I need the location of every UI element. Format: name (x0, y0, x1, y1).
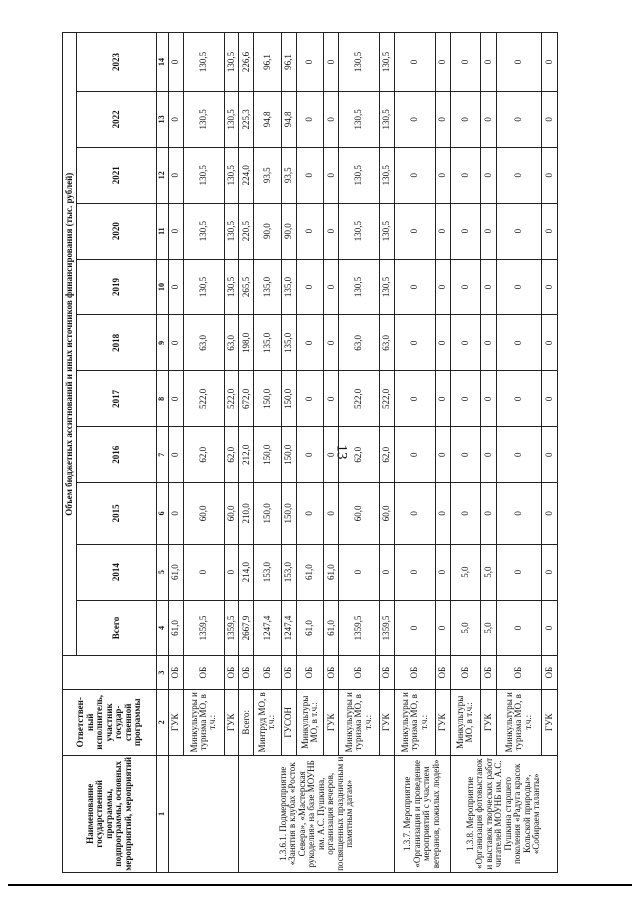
responsible-cell: ГУК (324, 689, 339, 755)
year-value-cell: 0 (435, 544, 450, 600)
responsible-cell: Минкультуры МО, в т.ч.: (296, 689, 324, 755)
table-row (339, 33, 380, 873)
year-value-cell: 0 (435, 203, 450, 259)
year-value-cell: 93,5 (254, 147, 282, 203)
year-value-cell: 0 (324, 427, 339, 483)
source-cell: ОБ (183, 656, 224, 690)
year-value-cell: 0 (497, 147, 542, 203)
year-value-cell: 62,0 (339, 427, 380, 483)
source-cell: ОБ (296, 656, 324, 690)
year-value-cell: 130,5 (339, 147, 380, 203)
year-value-cell: 0 (169, 371, 184, 427)
year-value-cell: 0 (497, 371, 542, 427)
year-value-cell: 0 (450, 259, 480, 315)
year-value-cell: 0 (541, 315, 557, 371)
year-value-cell: 0 (169, 315, 184, 371)
year-value-cell: 214,0 (239, 544, 254, 600)
year-value-cell: 61,0 (324, 544, 339, 600)
source-cell: ОБ (450, 656, 480, 690)
year-value-cell: 130,5 (183, 259, 224, 315)
year-value-cell: 135,0 (254, 315, 282, 371)
year-value-cell: 0 (394, 544, 435, 600)
year-value-cell: 0 (296, 91, 324, 147)
year-value-cell: 130,5 (224, 147, 239, 203)
year-value-cell: 130,5 (339, 203, 380, 259)
responsible-cell: ГУК (224, 689, 239, 755)
year-value-cell: 130,5 (380, 91, 395, 147)
year-value-cell: 0 (497, 203, 542, 259)
year-value-cell: 0 (394, 427, 435, 483)
table-body (169, 33, 558, 873)
year-value-cell: 0 (324, 33, 339, 92)
total-cell: 1359,5 (183, 600, 224, 656)
year-value-cell: 150,0 (254, 483, 282, 544)
year-value-cell: 0 (541, 259, 557, 315)
year-value-cell: 0 (394, 147, 435, 203)
year-value-cell: 0 (169, 203, 184, 259)
year-value-cell: 0 (497, 259, 542, 315)
header-volume: Объем бюджетных ассигнований и иных источников финансирования (тыс. рублей) (63, 33, 77, 656)
total-cell: 0 (394, 600, 435, 656)
year-value-cell: 0 (296, 259, 324, 315)
page-number: 13 (333, 444, 350, 460)
responsible-cell: ГУСОН (281, 689, 296, 755)
year-value-cell: 0 (169, 259, 184, 315)
year-value-cell: 0 (481, 91, 497, 147)
total-cell: 1359,5 (224, 600, 239, 656)
year-value-cell: 0 (296, 33, 324, 92)
year-value-cell: 63,0 (224, 315, 239, 371)
header-year: 2022 (77, 91, 157, 147)
year-value-cell: 0 (541, 91, 557, 147)
year-value-cell: 0 (324, 371, 339, 427)
total-cell: 0 (435, 600, 450, 656)
year-value-cell: 0 (450, 203, 480, 259)
year-value-cell: 0 (541, 483, 557, 544)
year-value-cell: 0 (541, 427, 557, 483)
column-number: 2 (157, 689, 169, 755)
year-value-cell: 96,1 (281, 33, 296, 92)
total-cell: 2667,9 (239, 600, 254, 656)
header-year: 2021 (77, 147, 157, 203)
header-year: 2019 (77, 259, 157, 315)
measure-name: 1.3.8. Мероприятие «Организация фотовыставок и выставок творческих работ читателей МОУНБ им. А.С. Пушкина старшего поколения «Радуга красок Кольской природы», «Собираем таланты» (450, 755, 557, 872)
table-row (497, 33, 542, 873)
table-row (435, 33, 450, 873)
year-value-cell: 224,0 (239, 147, 254, 203)
year-value-cell: 0 (450, 483, 480, 544)
year-value-cell: 0 (435, 259, 450, 315)
responsible-cell: Минкультуры и туризма МО, в т.ч.: (183, 689, 224, 755)
column-number: 14 (157, 33, 169, 92)
year-value-cell: 0 (481, 427, 497, 483)
responsible-cell: Минкультуры и туризма МО, в т.ч.: (394, 689, 435, 755)
table-row (481, 33, 497, 873)
year-value-cell: 90,0 (254, 203, 282, 259)
total-cell: 0 (497, 600, 542, 656)
year-value-cell: 522,0 (339, 371, 380, 427)
total-cell: 1247,4 (281, 600, 296, 656)
year-value-cell: 0 (541, 147, 557, 203)
year-value-cell: 0 (497, 544, 542, 600)
year-value-cell: 0 (481, 259, 497, 315)
source-cell: ОБ (481, 656, 497, 690)
year-value-cell: 0 (169, 91, 184, 147)
table-row (281, 33, 296, 873)
year-value-cell: 0 (541, 33, 557, 92)
year-value-cell: 265,5 (239, 259, 254, 315)
year-value-cell: 62,0 (224, 427, 239, 483)
year-value-cell: 0 (296, 147, 324, 203)
year-value-cell: 522,0 (224, 371, 239, 427)
responsible-cell: Минкультуры и туризма МО, в т.ч.: (339, 689, 380, 755)
measure-name: 1.3.7. Мероприятие «Организация и проведение мероприятий с участием ветеранов, пожилых людей» (394, 755, 450, 872)
year-value-cell: 130,5 (380, 259, 395, 315)
year-value-cell: 130,5 (224, 203, 239, 259)
source-cell: ОБ (380, 656, 395, 690)
table-row (394, 33, 435, 873)
financing-table (62, 32, 558, 873)
year-value-cell: 130,5 (380, 203, 395, 259)
header-year: 2017 (77, 371, 157, 427)
year-value-cell: 210,0 (239, 483, 254, 544)
year-value-cell: 130,5 (183, 203, 224, 259)
year-value-cell: 61,0 (296, 544, 324, 600)
responsible-cell: ГУК (481, 689, 497, 755)
header-year: 2016 (77, 427, 157, 483)
year-value-cell: 62,0 (183, 427, 224, 483)
year-value-cell: 0 (169, 33, 184, 92)
year-value-cell: 0 (481, 315, 497, 371)
column-number: 9 (157, 315, 169, 371)
year-value-cell: 0 (183, 544, 224, 600)
column-number: 7 (157, 427, 169, 483)
total-cell: 1247,4 (254, 600, 282, 656)
column-number: 12 (157, 147, 169, 203)
year-value-cell: 0 (394, 33, 435, 92)
column-number: 6 (157, 483, 169, 544)
year-value-cell: 60,0 (339, 483, 380, 544)
year-value-cell: 153,0 (281, 544, 296, 600)
total-cell: 61,0 (324, 600, 339, 656)
year-value-cell: 0 (481, 483, 497, 544)
year-value-cell: 0 (497, 483, 542, 544)
year-value-cell: 0 (296, 371, 324, 427)
year-value-cell: 0 (541, 371, 557, 427)
table-row (324, 33, 339, 873)
year-value-cell: 130,5 (380, 147, 395, 203)
year-value-cell: 0 (435, 91, 450, 147)
table-row (254, 33, 282, 873)
year-value-cell: 90,0 (281, 203, 296, 259)
year-value-cell: 96,1 (254, 33, 282, 92)
year-value-cell: 130,5 (224, 259, 239, 315)
header-responsible: Ответствен-ный исполнитель, участник государ-ственной программы (63, 689, 157, 755)
year-value-cell: 0 (380, 544, 395, 600)
table-row (296, 33, 324, 873)
total-cell: 61,0 (296, 600, 324, 656)
year-value-cell: 130,5 (224, 91, 239, 147)
table-row (450, 33, 480, 873)
source-cell: ОБ (435, 656, 450, 690)
year-value-cell: 130,5 (183, 33, 224, 92)
responsible-cell: Минкультуры МО, в т.ч.: (450, 689, 480, 755)
responsible-cell: Всего: (239, 689, 254, 755)
year-value-cell: 5,0 (450, 544, 480, 600)
year-value-cell: 0 (497, 315, 542, 371)
header-year: 2018 (77, 315, 157, 371)
column-number: 3 (157, 656, 169, 690)
year-value-cell: 0 (324, 203, 339, 259)
year-value-cell: 0 (450, 91, 480, 147)
header-year: 2020 (77, 203, 157, 259)
year-value-cell: 0 (450, 33, 480, 92)
year-value-cell: 0 (394, 91, 435, 147)
year-value-cell: 0 (324, 147, 339, 203)
responsible-cell: ГУК (380, 689, 395, 755)
year-value-cell: 0 (450, 315, 480, 371)
year-value-cell: 130,5 (339, 91, 380, 147)
year-value-cell: 135,0 (281, 259, 296, 315)
table-row (224, 33, 239, 873)
year-value-cell: 0 (296, 315, 324, 371)
year-value-cell: 0 (497, 427, 542, 483)
rotated-table-container (62, 32, 558, 873)
year-value-cell: 5,0 (481, 544, 497, 600)
year-value-cell: 60,0 (380, 483, 395, 544)
total-cell: 61,0 (169, 600, 184, 656)
year-value-cell: 130,5 (380, 33, 395, 92)
year-value-cell: 94,8 (254, 91, 282, 147)
column-number: 5 (157, 544, 169, 600)
year-value-cell: 130,5 (224, 33, 239, 92)
year-value-cell: 60,0 (183, 483, 224, 544)
year-value-cell: 150,0 (254, 371, 282, 427)
header-year: 2014 (77, 544, 157, 600)
table-row (541, 33, 557, 873)
year-value-cell: 150,0 (281, 483, 296, 544)
column-number: 11 (157, 203, 169, 259)
source-cell: ОБ (239, 656, 254, 690)
total-cell: 1359,5 (339, 600, 380, 656)
year-value-cell: 0 (435, 33, 450, 92)
year-value-cell: 0 (224, 544, 239, 600)
responsible-cell: ГУК (435, 689, 450, 755)
year-value-cell: 0 (324, 259, 339, 315)
year-value-cell: 226,6 (239, 33, 254, 92)
year-value-cell: 0 (169, 483, 184, 544)
year-value-cell: 198,0 (239, 315, 254, 371)
source-cell: ОБ (497, 656, 542, 690)
table-row (380, 33, 395, 873)
source-cell: ОБ (324, 656, 339, 690)
column-number: 13 (157, 91, 169, 147)
responsible-cell: Минтруд МО, в т.ч.: (254, 689, 282, 755)
year-value-cell: 0 (481, 147, 497, 203)
column-number: 4 (157, 600, 169, 656)
total-cell: 5,0 (481, 600, 497, 656)
column-number: 8 (157, 371, 169, 427)
year-value-cell: 0 (481, 33, 497, 92)
year-value-cell: 130,5 (183, 91, 224, 147)
year-value-cell: 522,0 (380, 371, 395, 427)
measure-name (169, 755, 239, 872)
year-value-cell: 212,0 (239, 427, 254, 483)
year-value-cell: 0 (497, 91, 542, 147)
year-value-cell: 0 (435, 483, 450, 544)
year-value-cell: 0 (435, 427, 450, 483)
source-cell: ОБ (169, 656, 184, 690)
year-value-cell: 130,5 (339, 259, 380, 315)
header-total: Всего (77, 600, 157, 656)
year-value-cell: 0 (394, 315, 435, 371)
year-value-cell: 672,0 (239, 371, 254, 427)
year-value-cell: 0 (394, 371, 435, 427)
responsible-cell: ГУК (169, 689, 184, 755)
year-value-cell: 522,0 (183, 371, 224, 427)
year-value-cell: 0 (394, 259, 435, 315)
year-value-cell: 0 (435, 147, 450, 203)
responsible-cell: Минкультуры и туризма МО, в т.ч.: (497, 689, 542, 755)
year-value-cell: 0 (481, 371, 497, 427)
year-value-cell: 93,5 (281, 147, 296, 203)
header-name: Наименование государственной программы, подпрограммы, основных мероприятий, мероприятий (63, 755, 157, 872)
year-value-cell: 94,8 (281, 91, 296, 147)
year-value-cell: 135,0 (254, 259, 282, 315)
year-value-cell: 150,0 (281, 371, 296, 427)
year-value-cell: 0 (339, 544, 380, 600)
year-value-cell: 0 (435, 315, 450, 371)
header-source (63, 656, 157, 690)
year-value-cell: 0 (497, 33, 542, 92)
bottom-rule (8, 884, 632, 886)
year-value-cell: 0 (324, 91, 339, 147)
source-cell: ОБ (394, 656, 435, 690)
source-cell: ОБ (541, 656, 557, 690)
year-value-cell: 220,5 (239, 203, 254, 259)
year-value-cell: 0 (169, 147, 184, 203)
year-value-cell: 0 (450, 427, 480, 483)
year-value-cell: 130,5 (339, 33, 380, 92)
total-cell: 0 (541, 600, 557, 656)
header-year: 2023 (77, 33, 157, 92)
year-value-cell: 0 (324, 483, 339, 544)
year-value-cell: 0 (541, 203, 557, 259)
year-value-cell: 0 (296, 483, 324, 544)
year-value-cell: 150,0 (254, 427, 282, 483)
responsible-cell: ГУК (541, 689, 557, 755)
column-number: 10 (157, 259, 169, 315)
total-cell: 1359,5 (380, 600, 395, 656)
year-value-cell: 0 (394, 203, 435, 259)
measure-name: 1.3.6.1. Подмероприятие «Занятия в клубах «Росток Севера», «Мастерская рукоделия» на базе МОУНБ им. А.С. Пушкина, организация вечеров, посвященных праздничным и памятным датам» (239, 755, 394, 872)
year-value-cell: 135,0 (281, 315, 296, 371)
year-value-cell: 0 (324, 315, 339, 371)
year-value-cell: 0 (169, 427, 184, 483)
column-number: 1 (157, 755, 169, 872)
total-cell: 5,0 (450, 600, 480, 656)
year-value-cell: 0 (481, 203, 497, 259)
year-value-cell: 0 (450, 147, 480, 203)
year-value-cell: 63,0 (183, 315, 224, 371)
table-row (169, 33, 184, 873)
year-value-cell: 0 (296, 427, 324, 483)
year-value-cell: 150,0 (281, 427, 296, 483)
source-cell: ОБ (224, 656, 239, 690)
year-value-cell: 0 (296, 203, 324, 259)
year-value-cell: 60,0 (224, 483, 239, 544)
source-cell: ОБ (254, 656, 282, 690)
source-cell: ОБ (339, 656, 380, 690)
source-cell: ОБ (281, 656, 296, 690)
year-value-cell: 225,3 (239, 91, 254, 147)
year-value-cell: 61,0 (169, 544, 184, 600)
table-row (183, 33, 224, 873)
year-value-cell: 62,0 (380, 427, 395, 483)
year-value-cell: 0 (435, 371, 450, 427)
header-year: 2015 (77, 483, 157, 544)
year-value-cell: 0 (394, 483, 435, 544)
table-row (239, 33, 254, 873)
year-value-cell: 130,5 (183, 147, 224, 203)
year-value-cell: 63,0 (339, 315, 380, 371)
year-value-cell: 0 (450, 371, 480, 427)
year-value-cell: 63,0 (380, 315, 395, 371)
year-value-cell: 0 (541, 544, 557, 600)
year-value-cell: 153,0 (254, 544, 282, 600)
